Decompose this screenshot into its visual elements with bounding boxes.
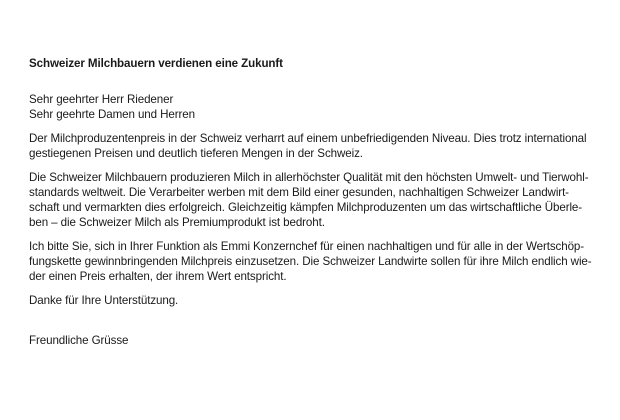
paragraph-line: Die Schweizer Milchbauern produzieren Milch in allerhöchster Qualität mit den höchsten Umwelt- und Tierwohl- bbox=[29, 171, 589, 184]
salutation-line: Sehr geehrter Herr Riedener bbox=[29, 93, 174, 106]
paragraph-line: ben – die Schweizer Milch als Premiumprodukt ist bedroht. bbox=[29, 216, 325, 229]
salutation bbox=[29, 92, 609, 122]
paragraph-line: schaft und vermarkten dies erfolgreich. Gleichzeitig kämpfen Milchproduzenten um das wirtschaftliche Überle- bbox=[29, 201, 583, 214]
paragraph-quality bbox=[29, 170, 609, 230]
paragraph-request bbox=[29, 239, 609, 284]
paragraph-line: standards weltweit. Die Verarbeiter werben mit dem Bild einer gesunden, nachhaltigen Schweizer Landwirt- bbox=[29, 186, 569, 199]
paragraph-line: der einen Preis erhalten, der ihrem Wert entspricht. bbox=[29, 270, 287, 283]
paragraph-line: fungskette gewinnbringenden Milchpreis einzusetzen. Die Schweizer Landwirte sollen für ihre Milch endlich wie- bbox=[29, 255, 592, 268]
letter-title: Schweizer Milchbauern verdienen eine Zukunft bbox=[29, 57, 283, 70]
closing-line: Freundliche Grüsse bbox=[29, 334, 129, 347]
paragraph-line: Der Milchproduzentenpreis in der Schweiz verharrt auf einem unbefriedigenden Niveau. Dies trotz international bbox=[29, 132, 587, 145]
thanks-line: Danke für Ihre Unterstützung. bbox=[29, 294, 179, 307]
paragraph-line: gestiegenen Preisen und deutlich tieferen Mengen in der Schweiz. bbox=[29, 147, 363, 160]
salutation-line: Sehr geehrte Damen und Herren bbox=[29, 108, 195, 121]
paragraph-prices bbox=[29, 131, 609, 161]
letter-document bbox=[29, 56, 609, 348]
paragraph-line: Ich bitte Sie, sich in Ihrer Funktion als Emmi Konzernchef für einen nachhaltigen und für alle in der Wertschöp- bbox=[29, 240, 585, 253]
